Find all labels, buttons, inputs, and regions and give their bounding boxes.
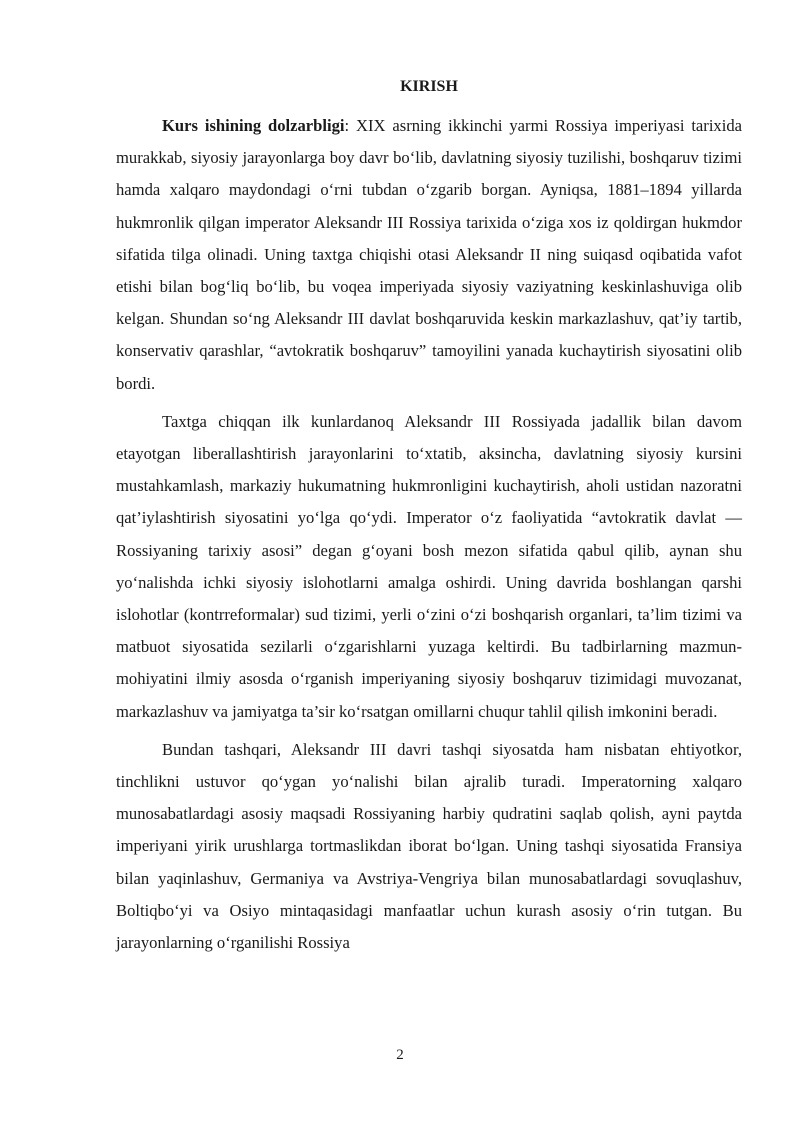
page-number: 2: [396, 1047, 404, 1063]
section-heading: KIRISH: [400, 78, 458, 95]
paragraph-3: Bundan tashqari, Aleksandr III davri tashqi siyosatda ham nisbatan ehtiyotkor, tinchlikni ustuvor qo‘ygan yo‘nalishi bilan ajralib turadi. Imperatorning xalqaro munosabatlardagi asosiy maqsadi Rossiyaning harbiy qudratini saqlab qolish, ayni paytda imperiyani yirik urushlarga tortmaslikdan iborat bo‘lgan. Uning tashqi siyosatida Fransiya bilan yaqinlashuv, Germaniya va Avstriya-Vengriya bilan munosabatlardagi sovuqlashuv, Boltiqbo‘yi va Osiyo mintaqasidagi manfaatlar uchun kurash asosiy o‘rin tutgan. Bu jarayonlarning o‘rganilishi Rossiya: [116, 739, 742, 953]
document-page: [116, 76, 742, 965]
paragraph-1: [116, 110, 742, 400]
paragraph-lead: Kurs ishining dolzarbligi: [162, 116, 345, 135]
paragraph-text: : XIX asrning ikkinchi yarmi Rossiya imperiyasi tarixida murakkab, siyosiy jarayonlarga boy davr bo‘lib, davlatning siyosiy tuzilishi, boshqaruv tizimi hamda xalqaro maydondagi o‘rni tubdan o‘zgarib borgan. Ayniqsa, 1881–1894 yillarda hukmronlik qilgan imperator Aleksandr III Rossiya tarixida o‘ziga xos iz qoldirgan hukmdor sifatida tilga olinadi. Uning taxtga chiqishi otasi Aleksandr II ning suiqasd oqibatida vafot etishi bilan bog‘liq bo‘lib, bu voqea imperiyada siyosiy vaziyatning keskinlashuviga olib kelgan. Shundan so‘ng Aleksandr III davlat boshqaruvida keskin markazlashuv, qat’iy tartib, konservativ qarashlar, “avtokratik boshqaruv” tamoyilini yanada kuchaytirish siyosatini olib bordi.: [116, 116, 743, 393]
paragraph-2: Taxtga chiqqan ilk kunlardanoq Aleksandr III Rossiyada jadallik bilan davom etayotgan liberallashtirish jarayonlarini to‘xtatib, aksincha, davlatning siyosiy kursini mustahkamlash, markaziy hukumatning hukmronligini kuchaytirish, aholi ustidan nazoratni qat’iylashtirish siyosatini yo‘lga qo‘ydi. Imperator o‘z faoliyatida “avtokratik davlat — Rossiyaning tarixiy asosi” degan g‘oyani bosh mezon sifatida qabul qilib, aynan shu yo‘nalishda ichki siyosiy islohotlarni amalga oshirdi. Uning davrida boshlangan qarshi islohotlar (kontrreformalar) sud tizimi, yerli o‘zini o‘zi boshqarish organlari, ta’lim tizimi va matbuot siyosatida sezilarli o‘zgarishlarni yuzaga keltirdi. Bu tadbirlarning mazmun-mohiyatini ilmiy asosda o‘rganish imperiyaning siyosiy boshqaruv tizimidagi muvozanat, markazlashuv va jamiyatga ta’sir ko‘rsatgan omillarni chuqur tahlil qilish imkonini beradi.: [116, 411, 742, 721]
